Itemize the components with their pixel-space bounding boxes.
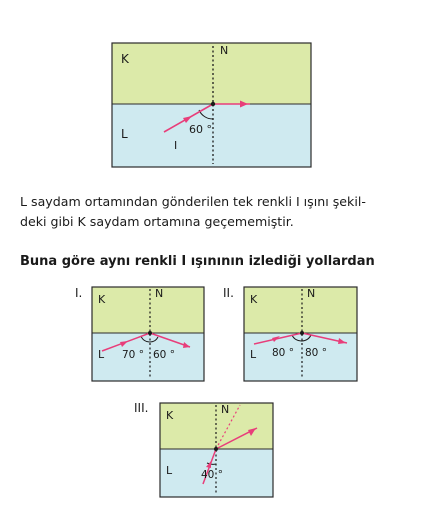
angle-label: 60 °: [189, 123, 212, 136]
problem-paragraph: [20, 192, 416, 232]
option-i-angle-left: 70 °: [122, 349, 144, 361]
option-i-medium-k: [92, 287, 204, 333]
option-iii-medium-l-label: L: [166, 464, 173, 477]
option-iii-normal-label: N: [221, 403, 230, 416]
ray-label: I: [174, 139, 178, 152]
medium-k-region: [112, 43, 311, 104]
question-text: Buna göre aynı renkli I ışınının izlediği yollardan: [20, 254, 375, 269]
option-iii-angle-label: 40 °: [201, 469, 223, 481]
option-ii-medium-k: [244, 287, 357, 333]
option-ii-angle-right: 80 °: [305, 347, 327, 359]
option-i-medium-k-label: K: [98, 293, 106, 306]
option-ii-medium-k-label: K: [250, 293, 258, 306]
option-i-angle-right: 60 °: [153, 349, 175, 361]
option-i-medium-l-label: L: [98, 348, 105, 361]
option-ii-label: II.: [223, 286, 234, 300]
medium-k-label: K: [121, 52, 129, 66]
normal-label: N: [220, 44, 229, 57]
option-i-figure: [92, 287, 204, 381]
paragraph-line-1: L saydam ortamından gönderilen tek renkli I ışını şekil-: [20, 194, 366, 209]
option-ii-figure: [244, 287, 357, 381]
option-i-normal-label: N: [155, 287, 164, 300]
option-ii-angle-left: 80 °: [272, 347, 294, 359]
option-i-incidence-point: [148, 331, 152, 335]
option-iii-medium-k-label: K: [166, 409, 174, 422]
option-ii-medium-l-label: L: [250, 348, 257, 361]
incidence-point: [211, 102, 215, 106]
option-iii-incidence-point: [214, 447, 218, 451]
option-i-label: I.: [75, 286, 83, 300]
option-iii-label: III.: [134, 401, 149, 415]
option-iii-figure: [160, 403, 273, 497]
paragraph-line-2: deki gibi K saydam ortamına geçememiştir.: [20, 214, 294, 229]
medium-l-label: L: [121, 127, 128, 141]
option-ii-normal-label: N: [307, 287, 316, 300]
option-ii-incidence-point: [300, 331, 304, 335]
option-i-medium-l: [92, 333, 204, 381]
